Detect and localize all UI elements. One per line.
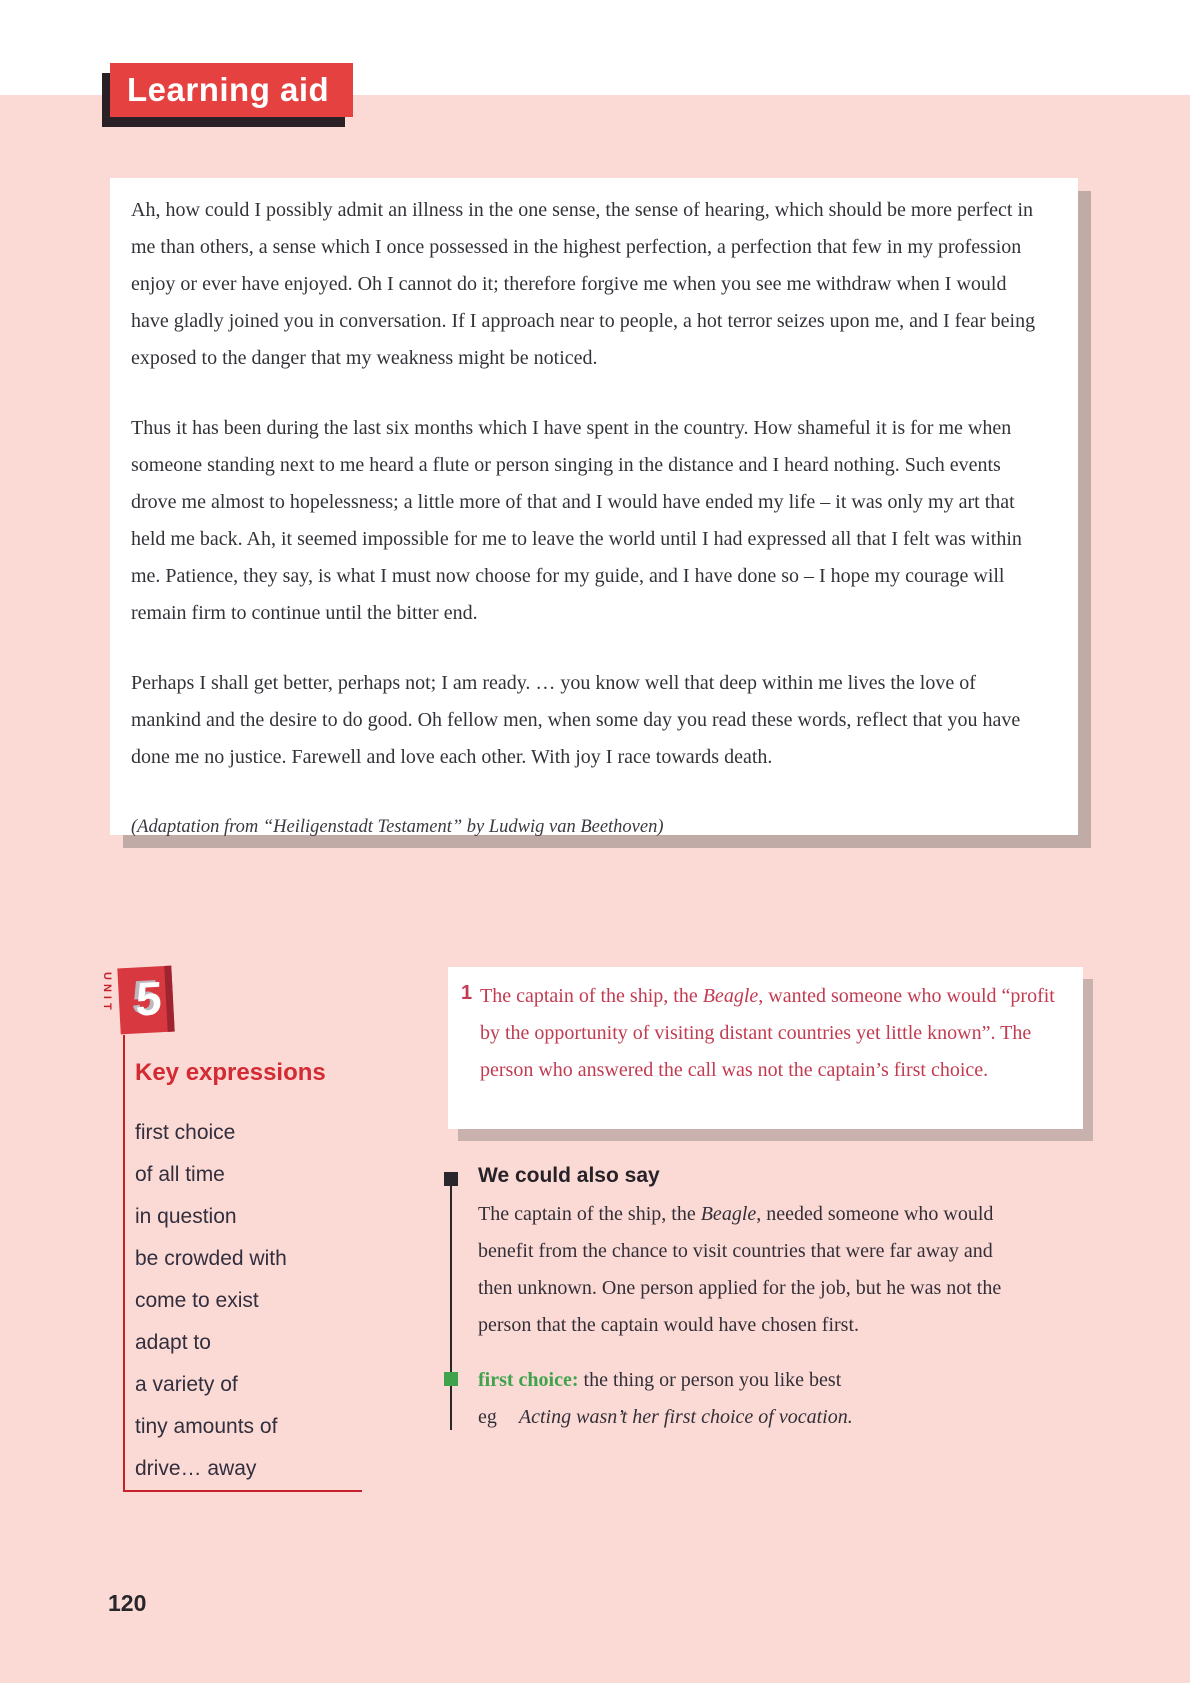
passage-paragraph-1: Ah, how could I possibly admit an illness in the one sense, the sense of hearing, which should be more perfect in me than others, a sense which I once possessed in the highest perfection, a perfection that few in my profession enjoy or ever have enjoyed. Oh I cannot do it; therefore forgive me when you see me withdraw when I would have gladly joined you in conversation. If I approach near to people, a hot terror seizes upon me, and I fear being exposed to the danger that my weakness might be noticed. [131,199,1036,369]
unit-vertical-label: UNIT [101,972,113,1014]
definition-example: Acting wasn’t her first choice of vocation. [518,1406,853,1428]
section-connector-line [450,1186,452,1430]
learning-aid-banner [110,63,353,117]
unit-number-badge [117,966,174,1035]
page-number: 120 [108,1590,147,1616]
wcas-part2: , needed someone who would benefit from the chance to visit countries that were far away and then unknown. One person applied for the job, but he was not the person that the captain would have chosen first. [478,1203,1002,1336]
exercise-text-part1: The captain of the ship, the [480,985,703,1007]
we-could-also-say-paragraph [478,1196,1018,1344]
passage-paragraph-2: Thus it has been during the last six months which I have spent in the country. How shameful it is for me when someone standing next to me heard a flute or person singing in the distance and I heard nothing. Such events drove me almost to hopelessness; a little more of that and I would have ended my life – it was only my art that held me back. Ah, it seemed impossible for me to leave the world until I had expressed all that I felt was within me. Patience, they say, is what I must now choose for my guide, and I have done so – I hope my courage will remain firm to continue until the bitter end. [131,417,1022,624]
green-square-bullet [444,1372,458,1386]
key-expression-item: first choice [135,1121,236,1144]
key-expressions-list [135,1112,365,1490]
black-square-bullet [444,1172,458,1186]
unit-number: 5 [134,971,163,1026]
key-expression-item: be crowded with [135,1247,287,1270]
exercise-box [448,967,1083,1129]
definition-example-line [478,1402,1038,1432]
passage-attribution: (Adaptation from “Heiligenstadt Testament” by Ludwig van Beethoven) [131,817,664,837]
passage-box [110,178,1078,835]
key-expression-item: of all time [135,1163,225,1186]
exercise-text [480,978,1060,1089]
key-expression-item: tiny amounts of [135,1415,278,1438]
passage-paragraph-3: Perhaps I shall get better, perhaps not; I am ready. … you know well that deep within me lives the love of mankind and the desire to do good. Oh fellow men, when some day you read these words, reflect that you have done me no justice. Farewell and love each other. With joy I race towards death. [131,672,1021,768]
definition-line [478,1365,1038,1395]
exercise-text-part2: , wanted someone who would “profit by the opportunity of visiting distant countries yet little known”. The person who answered the call was not the captain’s first choice. [480,985,1055,1081]
key-expression-item: in question [135,1205,237,1228]
key-expression-item: adapt to [135,1331,211,1354]
learning-aid-banner-label: Learning aid [127,71,330,108]
key-expression-item: come to exist [135,1289,259,1312]
eg-label: eg [478,1406,497,1428]
definition-meaning: the thing or person you like best [583,1369,842,1391]
definition-term: first choice: [478,1369,579,1391]
exercise-text-ship-name: Beagle [702,985,759,1007]
key-expressions-title: Key expressions [135,1059,326,1086]
wcas-ship-name: Beagle [700,1203,757,1225]
key-expression-item: a variety of [135,1373,238,1396]
wcas-part1: The captain of the ship, the [478,1203,701,1225]
we-could-also-say-heading: We could also say [478,1164,660,1187]
key-expression-item: drive… away [135,1457,257,1480]
exercise-number: 1 [461,982,473,1004]
